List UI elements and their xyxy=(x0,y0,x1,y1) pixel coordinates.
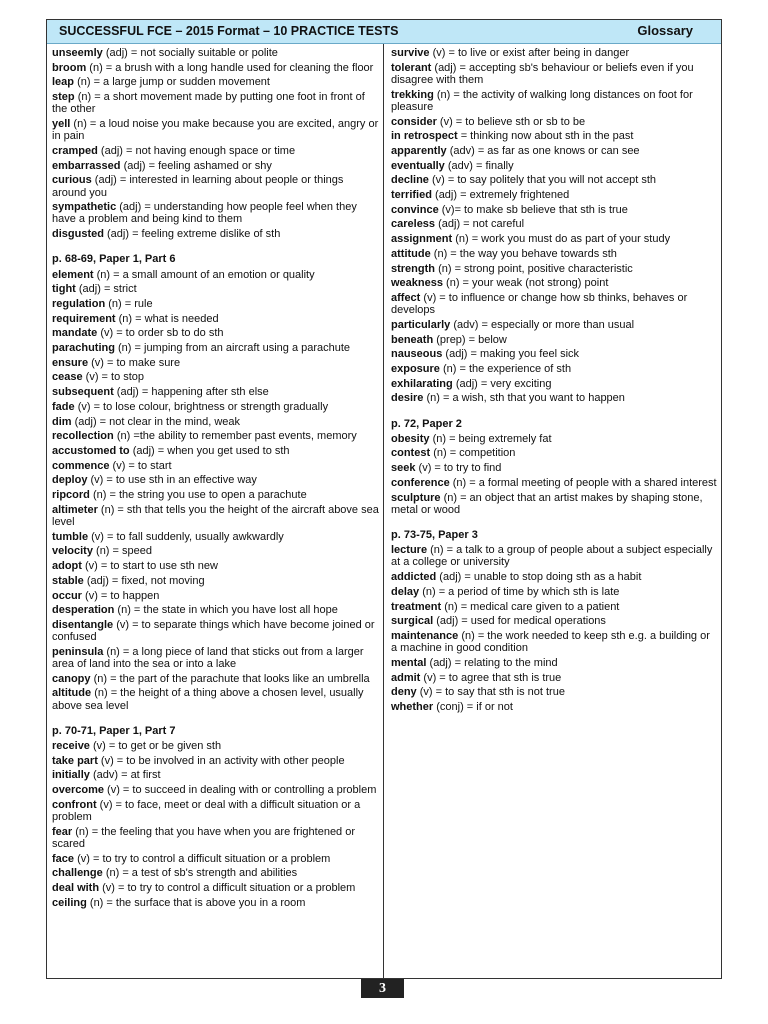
glossary-definition: (adv) = especially or more than usual xyxy=(453,318,635,331)
glossary-definition: (conj) = if or not xyxy=(436,700,513,713)
glossary-definition: (adj) = not socially suitable or polite xyxy=(105,47,278,59)
glossary-definition: (v) = to lose colour, brightness or strength gradually xyxy=(77,400,329,413)
glossary-definition: (v) = to fall suddenly, usually awkwardly xyxy=(91,530,284,543)
glossary-term: altitude xyxy=(52,687,92,700)
glossary-definition: (n) = a period of time by which sth is late xyxy=(422,585,620,598)
glossary-entry xyxy=(391,218,719,230)
glossary-term: canopy xyxy=(52,672,91,685)
glossary-definition: (adj) = making you feel sick xyxy=(445,348,580,361)
glossary-definition: (n) = the surface that is above you in a room xyxy=(89,896,306,909)
glossary-term: contest xyxy=(391,447,431,460)
glossary-term: decline xyxy=(391,174,429,187)
glossary-term: adopt xyxy=(52,560,82,573)
glossary-term: assignment xyxy=(391,233,453,246)
glossary-term: attitude xyxy=(391,247,431,260)
glossary-entry xyxy=(52,560,379,572)
glossary-entry xyxy=(52,504,379,528)
glossary-entry xyxy=(52,145,379,157)
glossary-entry xyxy=(52,269,379,281)
glossary-term: ripcord xyxy=(52,489,90,502)
glossary-term: altimeter xyxy=(52,503,98,516)
glossary-term: subsequent xyxy=(52,386,114,399)
glossary-entry xyxy=(391,672,719,684)
glossary-term: tolerant xyxy=(391,61,432,74)
glossary-entry xyxy=(52,201,379,225)
glossary-term: embarrassed xyxy=(52,159,121,172)
glossary-definition: (v)= to make sb believe that sth is true xyxy=(441,203,628,216)
glossary-definition: (adj) = not careful xyxy=(438,218,525,231)
glossary-entry xyxy=(391,160,719,172)
glossary-entry xyxy=(391,447,719,459)
glossary-definition: (n) = being extremely fat xyxy=(432,432,552,445)
glossary-entry xyxy=(52,531,379,543)
glossary-entry xyxy=(52,799,379,823)
glossary-term: sympathetic xyxy=(52,201,117,214)
glossary-entry xyxy=(52,575,379,587)
glossary-entry xyxy=(52,160,379,172)
glossary-entry xyxy=(391,348,719,360)
glossary-entry xyxy=(391,248,719,260)
glossary-entry xyxy=(391,130,719,142)
glossary-term: lecture xyxy=(391,544,428,557)
glossary-definition: (adv) = at first xyxy=(92,769,161,782)
glossary-entry xyxy=(391,233,719,245)
glossary-definition: (n) = the state in which you have lost all hope xyxy=(117,604,338,617)
glossary-entry xyxy=(52,313,379,325)
glossary-definition: (n) = work you must do as part of your study xyxy=(455,233,671,246)
glossary-definition: (n) = a long piece of land that sticks out from a larger area of land into the sea or into a lake xyxy=(52,645,364,671)
glossary-entry xyxy=(52,342,379,354)
glossary-term: nauseous xyxy=(391,348,443,361)
glossary-entry xyxy=(391,204,719,216)
glossary-entry xyxy=(391,433,719,445)
glossary-term: confront xyxy=(52,798,97,811)
glossary-term: admit xyxy=(391,671,421,684)
glossary-definition: (adj) = feeling extreme dislike of sth xyxy=(107,228,281,241)
glossary-entry xyxy=(52,867,379,879)
glossary-definition: (n) = rule xyxy=(108,297,153,310)
glossary-entry xyxy=(391,492,719,516)
glossary-definition: (n) = the way you behave towards sth xyxy=(433,247,617,260)
glossary-term: occur xyxy=(52,589,82,602)
glossary-term: deploy xyxy=(52,474,88,487)
glossary-entry xyxy=(52,298,379,310)
glossary-term: eventually xyxy=(391,159,445,172)
glossary-definition: (n) = the feeling that you have when you are frightened or scared xyxy=(52,825,356,850)
glossary-definition: (v) = to start xyxy=(112,459,172,472)
glossary-definition: (n) = medical care given to a patient xyxy=(444,600,620,613)
glossary-entry xyxy=(391,363,719,375)
glossary-entry xyxy=(391,47,719,59)
glossary-entry xyxy=(391,292,719,316)
glossary-definition: (n) = an object that an artist makes by shaping stone, metal or wood xyxy=(391,491,703,516)
glossary-entry xyxy=(52,545,379,557)
glossary-definition: (v) = to stop xyxy=(85,371,145,384)
glossary-entry xyxy=(391,174,719,186)
glossary-entry xyxy=(52,430,379,442)
glossary-definition: (adj) = interested in learning about people or things around you xyxy=(52,174,344,199)
glossary-term: strength xyxy=(391,262,435,275)
glossary-entry xyxy=(391,116,719,128)
glossary-entry xyxy=(52,474,379,486)
glossary-definition: (adj) = understanding how people feel when they have a problem and being kind to them xyxy=(52,201,357,226)
glossary-definition: (adj) = relating to the mind xyxy=(429,656,558,669)
glossary-entry xyxy=(391,686,719,698)
glossary-term: addicted xyxy=(391,571,437,584)
glossary-term: survive xyxy=(391,47,430,59)
glossary-entry xyxy=(52,755,379,767)
glossary-term: conference xyxy=(391,476,450,489)
glossary-entry xyxy=(391,477,719,489)
glossary-entry xyxy=(391,334,719,346)
glossary-definition: (n) = a small amount of an emotion or quality xyxy=(96,268,315,281)
glossary-entry xyxy=(52,283,379,295)
glossary-definition: (n) = the experience of sth xyxy=(442,362,572,375)
glossary-entry xyxy=(52,853,379,865)
glossary-term: regulation xyxy=(52,297,106,310)
glossary-definition: (v) = to start to use sth new xyxy=(85,560,218,573)
glossary-term: obesity xyxy=(391,432,430,445)
glossary-entry xyxy=(52,416,379,428)
glossary-term: ensure xyxy=(52,356,89,369)
glossary-column-left xyxy=(52,47,379,911)
glossary-term: seek xyxy=(391,462,416,475)
column-divider xyxy=(383,44,384,978)
glossary-definition: (v) = to happen xyxy=(85,589,160,602)
glossary-term: particularly xyxy=(391,318,451,331)
glossary-term: treatment xyxy=(391,600,442,613)
glossary-definition: (v) = to agree that sth is true xyxy=(423,671,562,684)
glossary-definition: (n) = a test of sb's strength and abilities xyxy=(105,867,298,880)
glossary-entry xyxy=(391,89,719,113)
glossary-entry xyxy=(391,601,719,613)
glossary-definition: (n) = a brush with a long handle used for cleaning the floor xyxy=(89,61,374,74)
glossary-entry xyxy=(52,882,379,894)
glossary-definition: (n) = the work needed to keep sth e.g. a building or a machine in good condition xyxy=(391,629,710,655)
glossary-entry xyxy=(391,657,719,669)
glossary-definition: (v) = to make sure xyxy=(91,356,181,369)
glossary-entry xyxy=(52,62,379,74)
glossary-column-right xyxy=(391,47,719,716)
glossary-definition: (prep) = below xyxy=(436,333,507,346)
glossary-entry xyxy=(52,769,379,781)
glossary-term: sculpture xyxy=(391,491,441,504)
glossary-entry xyxy=(391,263,719,275)
glossary-term: broom xyxy=(52,61,87,74)
glossary-definition: (v) = to get or be given sth xyxy=(93,740,222,753)
glossary-term: surgical xyxy=(391,615,434,628)
glossary-entry xyxy=(52,687,379,711)
glossary-entry xyxy=(52,897,379,909)
glossary-term: fear xyxy=(52,825,73,838)
section-title: Glossary xyxy=(637,23,693,38)
glossary-entry xyxy=(391,189,719,201)
glossary-term: yell xyxy=(52,118,71,131)
section-heading: p. 72, Paper 2 xyxy=(391,417,462,430)
glossary-term: deal with xyxy=(52,882,100,895)
glossary-definition: (adj) = feeling ashamed or shy xyxy=(123,159,272,172)
glossary-definition: (v) = to live or exist after being in danger xyxy=(432,47,630,59)
glossary-definition: (v) = to try to find xyxy=(418,462,502,475)
section-heading: p. 68-69, Paper 1, Part 6 xyxy=(52,253,176,266)
glossary-term: velocity xyxy=(52,545,93,558)
glossary-entry xyxy=(52,826,379,850)
glossary-term: initially xyxy=(52,769,90,782)
glossary-definition: (v) = to say politely that you will not accept sth xyxy=(431,174,657,187)
glossary-entry xyxy=(391,378,719,390)
glossary-definition: (adj) = fixed, not moving xyxy=(86,574,205,587)
page-header xyxy=(47,20,721,44)
glossary-entry xyxy=(52,401,379,413)
glossary-entry xyxy=(52,590,379,602)
glossary-definition: (n) = sth that tells you the height of the aircraft above sea level xyxy=(52,503,379,528)
glossary-definition: (adj) = very exciting xyxy=(455,377,552,390)
glossary-term: desire xyxy=(391,392,424,405)
glossary-definition: (adj) = extremely frightened xyxy=(435,189,570,202)
glossary-term: recollection xyxy=(52,430,114,443)
glossary-term: cramped xyxy=(52,144,98,157)
glossary-definition: (adj) = not having enough space or time xyxy=(100,144,296,157)
glossary-definition: (adj) = not clear in the mind, weak xyxy=(74,415,241,428)
glossary-definition: (v) = to believe sth or sb to be xyxy=(439,115,586,128)
glossary-entry xyxy=(391,544,719,568)
glossary-term: commence xyxy=(52,459,110,472)
glossary-entry xyxy=(52,118,379,142)
glossary-definition: (v) = to face, meet or deal with a difficult situation or a problem xyxy=(52,798,361,824)
glossary-definition: (n) = a formal meeting of people with a shared interest xyxy=(452,476,717,489)
glossary-entry xyxy=(391,145,719,157)
glossary-definition: (v) = to influence or change how sb thinks, behaves or develops xyxy=(391,291,688,317)
glossary-term: cease xyxy=(52,371,83,384)
glossary-term: peninsula xyxy=(52,645,104,658)
glossary-term: in retrospect xyxy=(391,130,458,143)
glossary-term: exhilarating xyxy=(391,377,453,390)
glossary-term: beneath xyxy=(391,333,434,346)
glossary-definition: (v) = to use sth in an effective way xyxy=(90,474,257,487)
glossary-definition: (v) = to try to control a difficult situation or a problem xyxy=(77,852,331,865)
glossary-entry xyxy=(52,604,379,616)
glossary-term: deny xyxy=(391,686,417,699)
glossary-entry xyxy=(391,392,719,404)
glossary-term: parachuting xyxy=(52,342,115,355)
glossary-definition: (n) = a talk to a group of people about a subject especially at a college or university xyxy=(391,544,713,569)
glossary-entry xyxy=(391,277,719,289)
glossary-definition: (adj) = accepting sb's behaviour or beliefs even if you disagree with them xyxy=(391,61,694,86)
glossary-term: mandate xyxy=(52,327,98,340)
glossary-term: requirement xyxy=(52,312,116,325)
glossary-definition: (n) = jumping from an aircraft using a parachute xyxy=(118,342,351,355)
glossary-definition: (adv) = as far as one knows or can see xyxy=(449,144,640,157)
glossary-term: element xyxy=(52,268,94,281)
glossary-definition: (v) = to say that sth is not true xyxy=(419,686,565,699)
page-frame xyxy=(46,19,722,979)
section-heading: p. 73-75, Paper 3 xyxy=(391,529,478,541)
glossary-entry xyxy=(391,701,719,713)
glossary-entry xyxy=(391,586,719,598)
glossary-term: dim xyxy=(52,415,72,428)
glossary-entry xyxy=(391,630,719,654)
glossary-term: desperation xyxy=(52,604,115,617)
glossary-entry xyxy=(52,371,379,383)
glossary-term: overcome xyxy=(52,784,104,797)
glossary-term: disgusted xyxy=(52,228,104,241)
glossary-term: accustomed to xyxy=(52,444,130,457)
glossary-entry xyxy=(52,646,379,670)
glossary-definition: (n) =the ability to remember past events, memory xyxy=(116,430,357,443)
glossary-term: receive xyxy=(52,740,90,753)
glossary-entry xyxy=(52,76,379,88)
glossary-entry xyxy=(52,91,379,115)
glossary-term: affect xyxy=(391,291,421,304)
glossary-definition: (v) = to be involved in an activity with other people xyxy=(100,754,345,767)
glossary-term: step xyxy=(52,91,75,104)
glossary-term: consider xyxy=(391,115,437,128)
glossary-definition: (n) = the string you use to open a parachute xyxy=(92,489,307,502)
glossary-term: fade xyxy=(52,400,75,413)
glossary-term: tight xyxy=(52,283,76,296)
glossary-definition: (v) = to separate things which have become joined or confused xyxy=(52,618,375,644)
book-title: SUCCESSFUL FCE – 2015 Format – 10 PRACTICE TESTS xyxy=(59,24,399,38)
glossary-entry xyxy=(52,489,379,501)
glossary-term: unseemly xyxy=(52,47,103,59)
glossary-definition: (adj) = happening after sth else xyxy=(116,386,269,399)
glossary-term: whether xyxy=(391,700,434,713)
glossary-entry xyxy=(52,47,379,59)
glossary-term: trekking xyxy=(391,88,434,101)
glossary-term: stable xyxy=(52,574,84,587)
glossary-term: apparently xyxy=(391,144,447,157)
glossary-term: maintenance xyxy=(391,629,459,642)
glossary-definition: = thinking now about sth in the past xyxy=(460,130,634,143)
glossary-entry xyxy=(52,228,379,240)
glossary-entry xyxy=(52,386,379,398)
glossary-term: challenge xyxy=(52,867,103,880)
glossary-definition: (n) = your weak (not strong) point xyxy=(446,277,609,290)
glossary-definition: (n) = a short movement made by putting one foot in front of the other xyxy=(52,91,365,116)
glossary-term: take part xyxy=(52,754,98,767)
glossary-entry xyxy=(52,673,379,685)
glossary-entry xyxy=(52,445,379,457)
glossary-entry xyxy=(52,740,379,752)
glossary-term: exposure xyxy=(391,362,440,375)
glossary-definition: (adj) = unable to stop doing sth as a habit xyxy=(439,571,642,584)
glossary-definition: (n) = competition xyxy=(433,447,516,460)
glossary-term: tumble xyxy=(52,530,89,543)
glossary-entry xyxy=(52,460,379,472)
glossary-entry xyxy=(391,615,719,627)
glossary-term: ceiling xyxy=(52,896,87,909)
glossary-term: disentangle xyxy=(52,618,114,631)
glossary-term: terrified xyxy=(391,189,432,202)
glossary-entry xyxy=(391,571,719,583)
glossary-entry xyxy=(52,619,379,643)
glossary-definition: (v) = to try to control a difficult situation or a problem xyxy=(102,882,356,895)
glossary-definition: (n) = the activity of walking long distances on foot for pleasure xyxy=(391,88,693,113)
glossary-entry xyxy=(391,62,719,86)
glossary-definition: (n) = strong point, positive characteristic xyxy=(438,262,633,275)
glossary-definition: (n) = the height of a thing above a chosen level, usually above sea level xyxy=(52,687,364,712)
glossary-entry xyxy=(52,784,379,796)
glossary-term: face xyxy=(52,852,75,865)
glossary-definition: (n) = a loud noise you make because you are excited, angry or in pain xyxy=(52,118,379,143)
glossary-definition: (v) = to succeed in dealing with or controlling a problem xyxy=(107,784,377,797)
glossary-entry xyxy=(52,357,379,369)
glossary-definition: (n) = a wish, sth that you want to happen xyxy=(426,392,625,405)
glossary-term: convince xyxy=(391,203,439,216)
section-heading: p. 70-71, Paper 1, Part 7 xyxy=(52,724,176,737)
page-number: 3 xyxy=(361,979,404,998)
glossary-entry xyxy=(52,327,379,339)
glossary-definition: (adv) = finally xyxy=(447,159,514,172)
glossary-entry xyxy=(391,319,719,331)
glossary-definition: (adj) = when you get used to sth xyxy=(132,444,290,457)
glossary-definition: (v) = to order sb to do sth xyxy=(100,327,224,340)
glossary-definition: (adj) = used for medical operations xyxy=(436,615,606,628)
glossary-term: curious xyxy=(52,174,92,187)
glossary-term: weakness xyxy=(391,277,443,290)
glossary-entry xyxy=(391,462,719,474)
glossary-definition: (adj) = strict xyxy=(78,283,137,296)
glossary-term: mental xyxy=(391,656,427,669)
glossary-term: delay xyxy=(391,585,420,598)
glossary-definition: (n) = speed xyxy=(96,545,152,558)
glossary-term: leap xyxy=(52,76,75,89)
glossary-entry xyxy=(52,174,379,198)
glossary-term: careless xyxy=(391,218,436,231)
glossary-definition: (n) = a large jump or sudden movement xyxy=(77,76,270,89)
glossary-definition: (n) = what is needed xyxy=(118,312,219,325)
glossary-definition: (n) = the part of the parachute that looks like an umbrella xyxy=(93,672,370,685)
